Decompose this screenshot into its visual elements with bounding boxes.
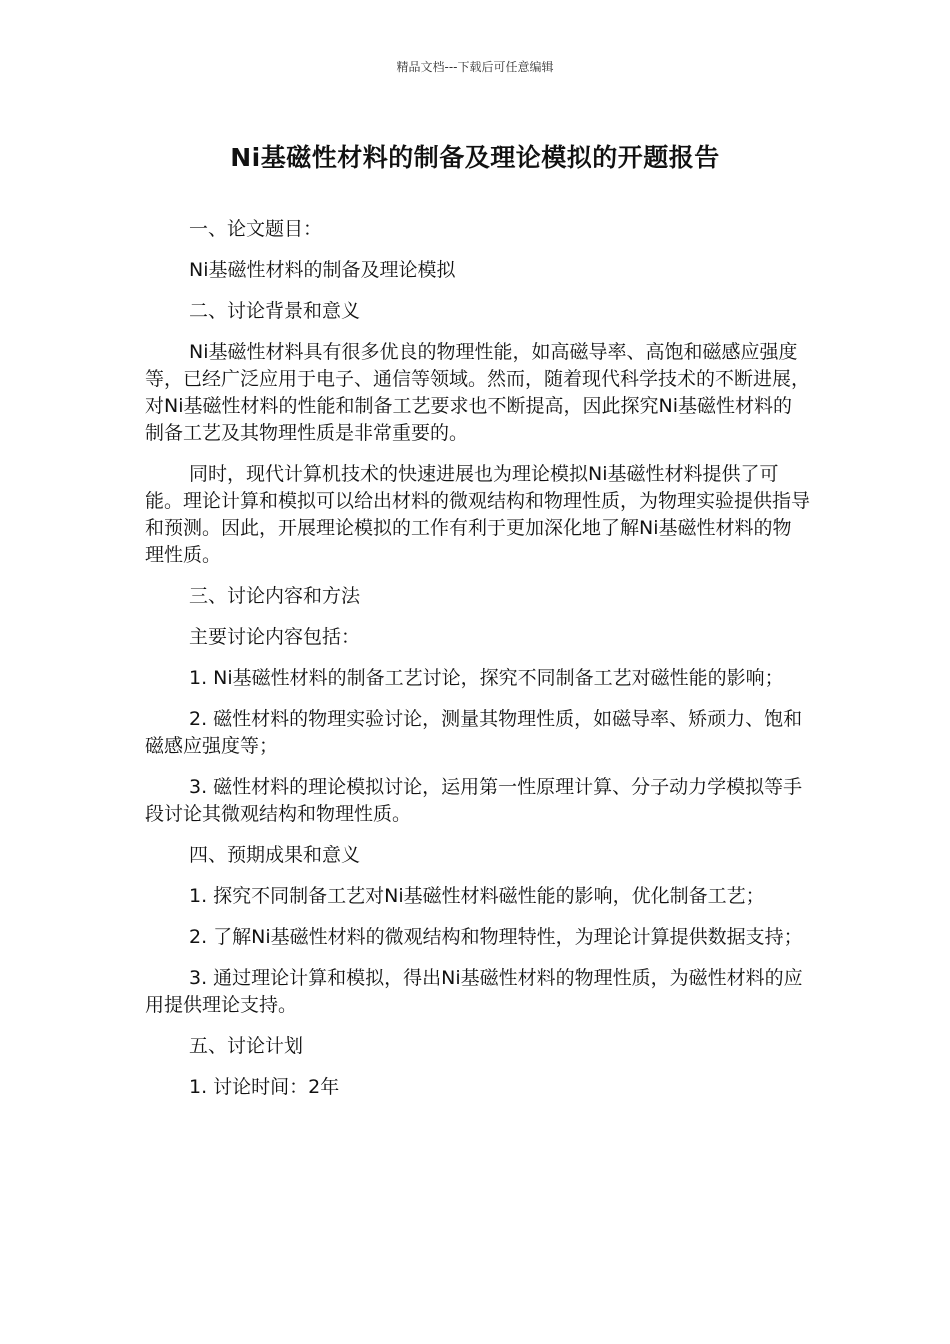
section-heading-content-methods: 三、讨论内容和方法 — [189, 585, 361, 607]
content-item-3: 3. 磁性材料的理论模拟讨论，运用第一性原理计算、分子动力学模拟等手段讨论其微观结构和物理性质。 — [145, 776, 803, 825]
results-item-1: 1. 探究不同制备工艺对Ni基磁性材料磁性能的影响，优化制备工艺； — [189, 885, 765, 907]
plan-item-1: 1. 讨论时间：2年 — [189, 1076, 340, 1098]
document-title: Ni基磁性材料的制备及理论模拟的开题报告 — [230, 143, 720, 172]
section-heading-expected-results: 四、预期成果和意义 — [189, 844, 361, 866]
page-header: 精品文档---下载后可任意编辑 — [396, 60, 554, 74]
section-heading-plan: 五、讨论计划 — [189, 1035, 304, 1057]
content-item-2: 2. 磁性材料的物理实验讨论，测量其物理性质，如磁导率、矫顽力、饱和磁感应强度等； — [145, 708, 803, 757]
thesis-title-text: Ni基磁性材料的制备及理论模拟 — [189, 259, 456, 281]
content-item-1: 1. Ni基磁性材料的制备工艺讨论，探究不同制备工艺对磁性能的影响； — [189, 667, 784, 689]
section-heading-thesis-title: 一、论文题目： — [189, 218, 323, 240]
results-item-2: 2. 了解Ni基磁性材料的微观结构和物理特性，为理论计算提供数据支持； — [189, 926, 803, 948]
background-paragraph-2: 同时，现代计算机技术的快速进展也为理论模拟Ni基磁性材料提供了可能。理论计算和模拟可以给出材料的微观结构和物理性质，为物理实验提供指导和预测。因此，开展理论模拟的工作有利于更加深化地了解Ni基磁性材料的物理性质。 — [145, 463, 811, 566]
background-paragraph-1: Ni基磁性材料具有很多优良的物理性能，如高磁导率、高饱和磁感应强度等，已经广泛应用于电子、通信等领域。然而，随着现代科学技术的不断进展，对Ni基磁性材料的性能和制备工艺要求也不断提高，因此探究Ni基磁性材料的制备工艺及其物理性质是非常重要的。 — [145, 341, 811, 444]
content-intro: 主要讨论内容包括： — [189, 626, 361, 648]
results-item-3: 3. 通过理论计算和模拟，得出Ni基磁性材料的物理性质，为磁性材料的应用提供理论支持。 — [145, 967, 803, 1016]
document-body — [145, 216, 810, 1115]
section-heading-background: 二、讨论背景和意义 — [189, 300, 361, 322]
